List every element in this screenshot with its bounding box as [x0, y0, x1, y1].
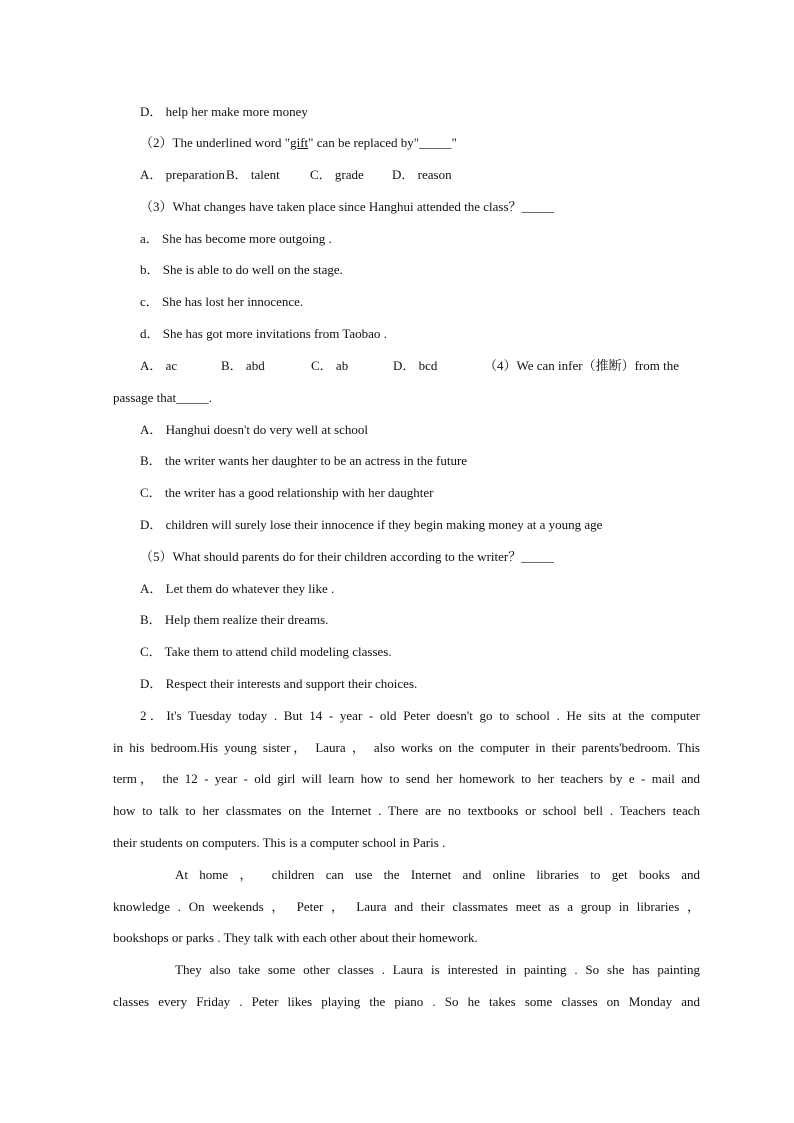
q3-stem: （3）What changes have taken place since Hanghui attended the class？_____	[140, 199, 555, 214]
passage-line-8: bookshops or parks . They talk with each other about their homework.	[113, 930, 478, 945]
passage-line-4: how to talk to her classmates on the Internet . There are no textbooks or school bell . Teachers teach	[113, 803, 700, 818]
q3-option-d: D． bcd	[393, 358, 438, 373]
q3-options-row	[140, 357, 700, 375]
q5-option-d: D． Respect their interests and support their choices.	[140, 676, 418, 691]
q2-option-b: B． talent	[226, 167, 280, 182]
passage-line-5: their students on computers. This is a computer school in Paris .	[113, 835, 446, 850]
q2-option-c: C． grade	[310, 167, 364, 182]
passage-line-6: At home ， children can use the Internet and online libraries to get books and	[175, 867, 700, 882]
passage-line-3: term， the 12 - year - old girl will learn how to send her homework to her teachers by e - mail and	[113, 771, 700, 786]
q3-item-d: d． She has got more invitations from Taobao .	[140, 326, 387, 341]
q5-option-c: C． Take them to attend child modeling classes.	[140, 644, 392, 659]
passage-line-1: 2．It's Tuesday today . But 14 - year - old Peter doesn't go to school . He sits at the computer	[140, 708, 700, 723]
q2-stem	[140, 134, 457, 152]
q4-option-c: C． the writer has a good relationship with her daughter	[140, 485, 434, 500]
q5-stem: （5）What should parents do for their children according to the writer？_____	[140, 549, 554, 564]
q4-option-b: B． the writer wants her daughter to be an actress in the future	[140, 453, 468, 468]
q4-option-a: A． Hanghui doesn't do very well at school	[140, 422, 368, 437]
q2-options	[140, 166, 452, 184]
q3-item-a: a． She has become more outgoing .	[140, 231, 332, 246]
q5-option-a: A． Let them do whatever they like .	[140, 581, 335, 596]
q4-stem-cont: passage that_____.	[113, 390, 212, 405]
passage-line-2: in his bedroom.His young sister， Laura ， also works on the computer in their parents'bedroom. This	[113, 740, 700, 755]
q3-item-b: b． She is able to do well on the stage.	[140, 262, 343, 277]
q4-stem-inline: （4）We can infer（推断）from the	[484, 358, 679, 373]
q2-option-d: D． reason	[392, 167, 452, 182]
passage-line-9: They also take some other classes . Laura is interested in painting . So she has painting	[175, 962, 700, 977]
q4-option-d: D． children will surely lose their innocence if they begin making money at a young age	[140, 517, 603, 532]
q3-option-c: C． ab	[311, 358, 349, 373]
q2-option-a: A． preparation	[140, 167, 225, 182]
passage-line-7: knowledge . On weekends ， Peter ， Laura and their classmates meet as a group in libraries ，	[113, 899, 700, 914]
q3-item-c: c． She has lost her innocence.	[140, 294, 304, 309]
underlined-word: gift	[290, 135, 309, 150]
q1-option-d: D． help her make more money	[140, 104, 308, 119]
q2-stem-pre: （2）The underlined word "	[140, 135, 291, 150]
q5-option-b: B． Help them realize their dreams.	[140, 612, 329, 627]
q2-stem-post: " can be replaced by"_____"	[308, 135, 457, 150]
passage-line-10: classes every Friday . Peter likes playing the piano . So he takes some classes on Monday and	[113, 994, 700, 1009]
q3-option-a: A． ac	[140, 358, 178, 373]
q3-option-b: B． abd	[221, 358, 265, 373]
